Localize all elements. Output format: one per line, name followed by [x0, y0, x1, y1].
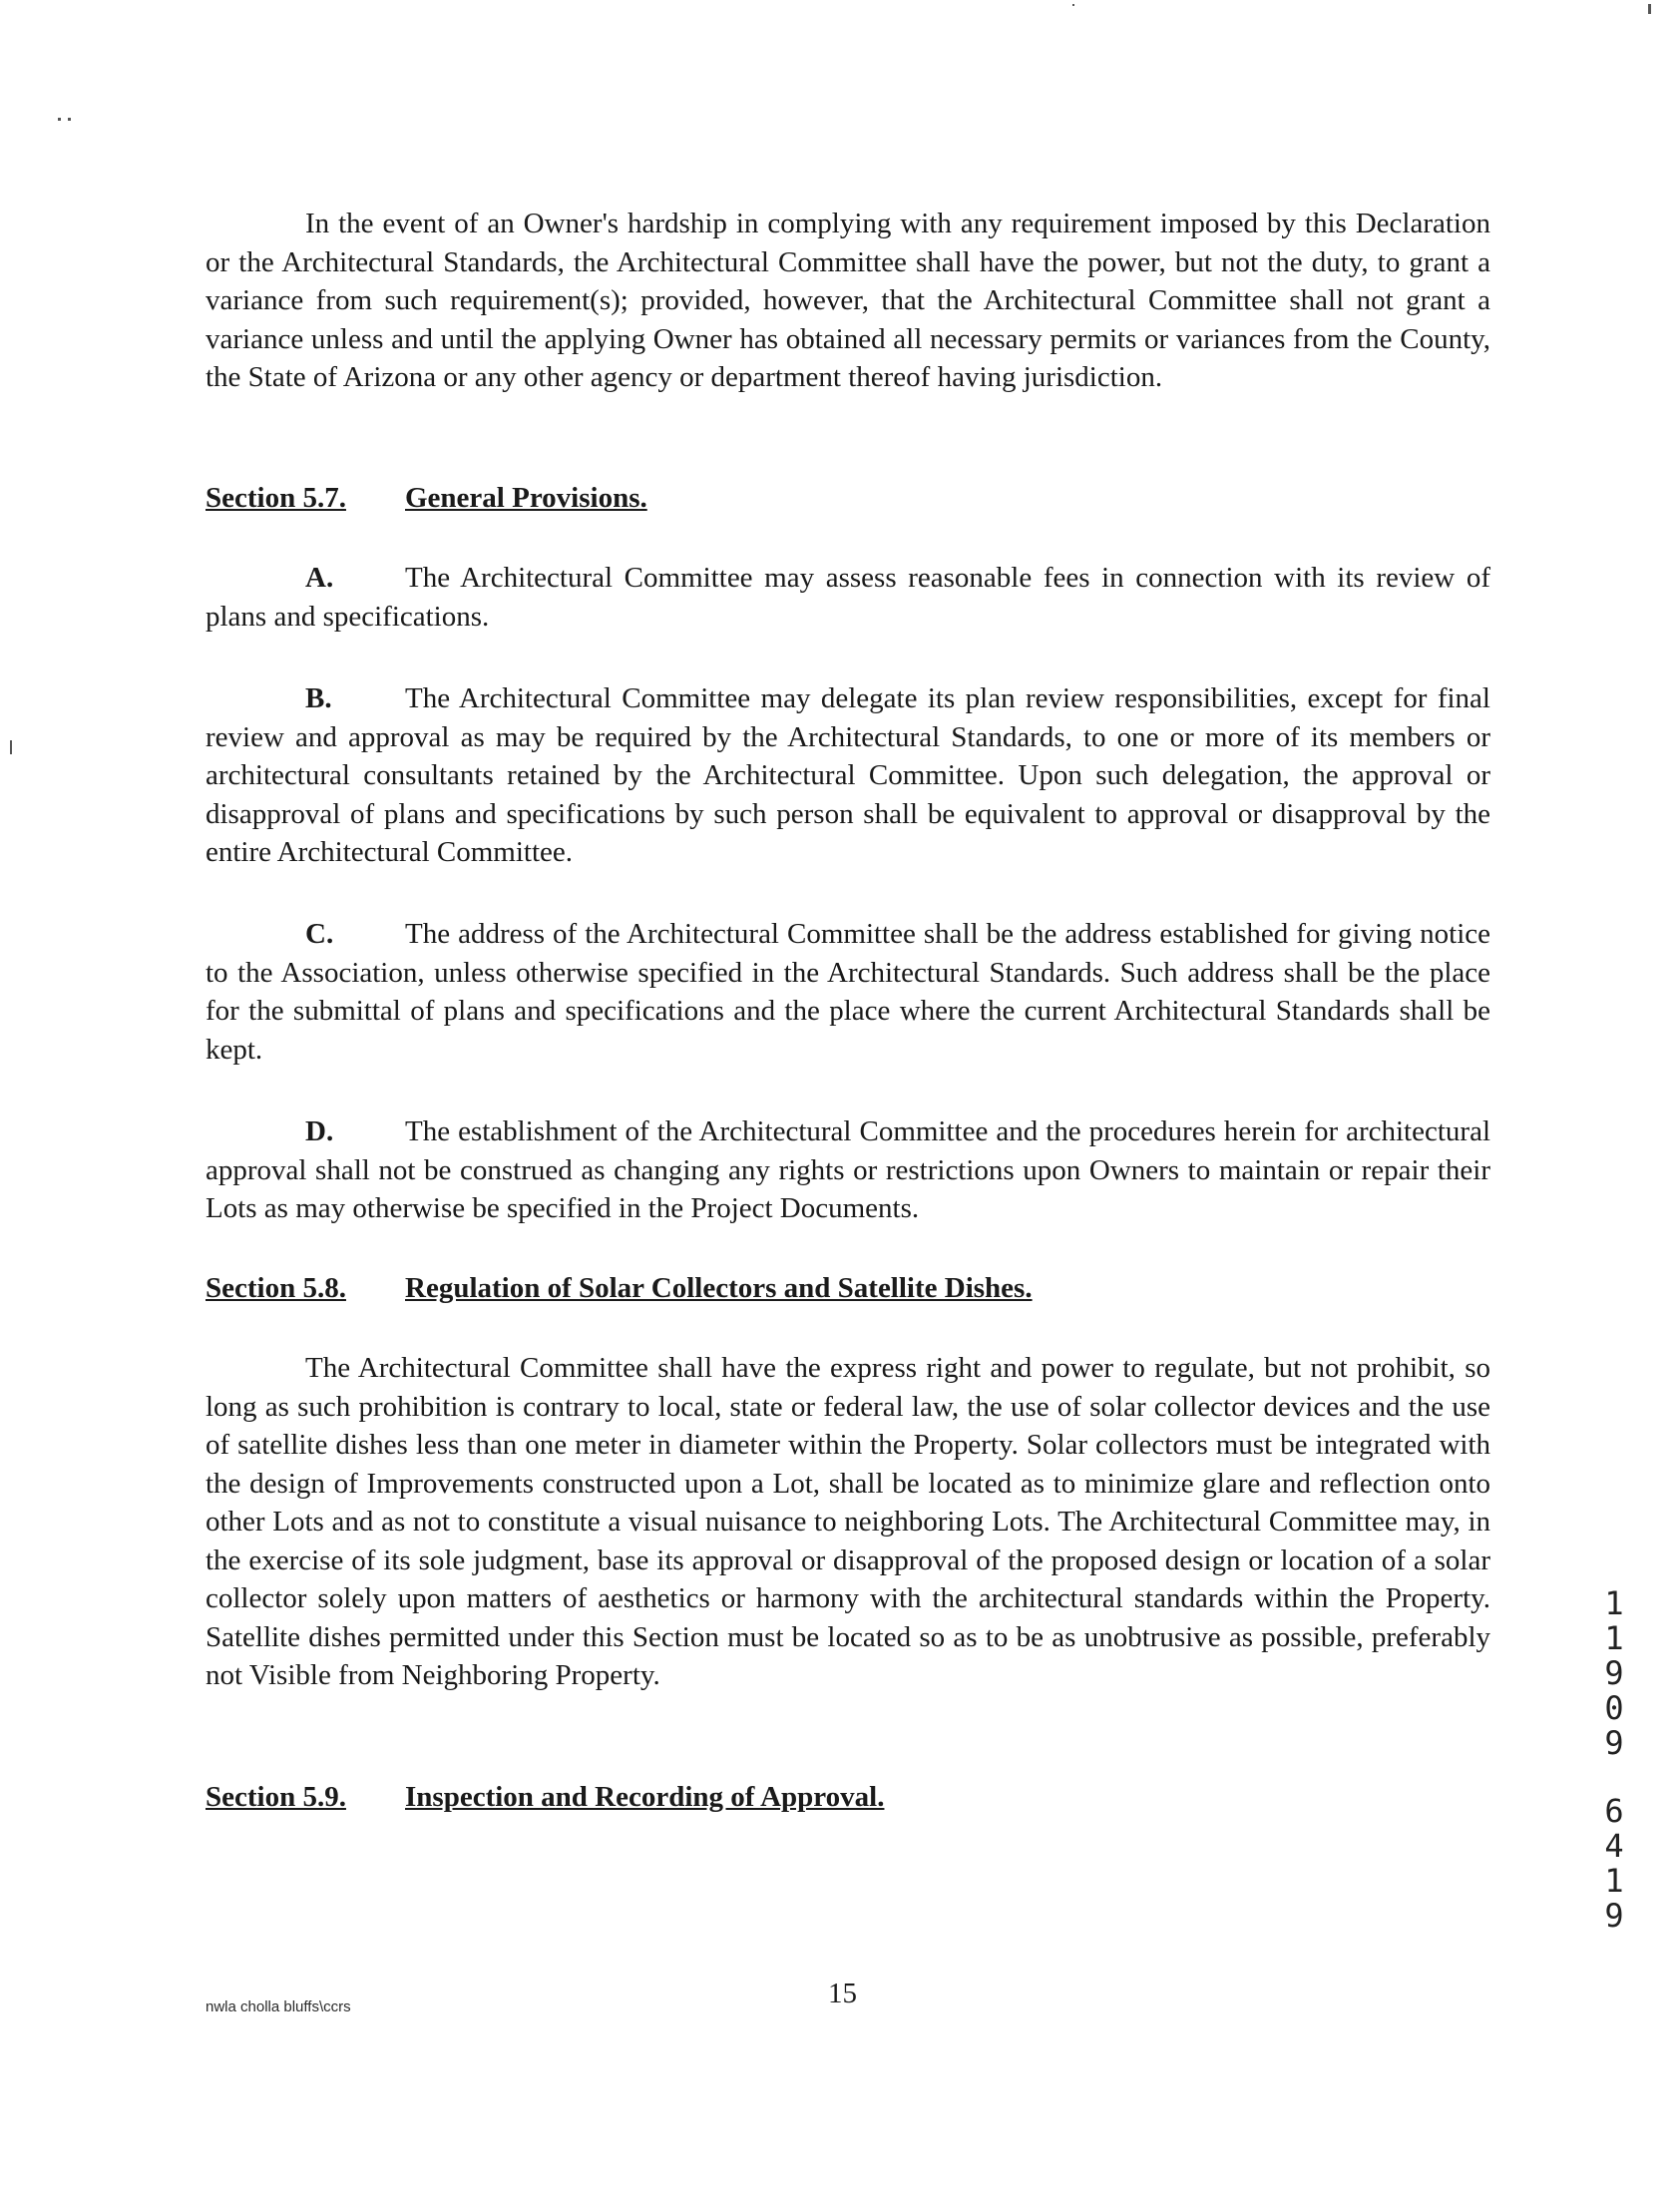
footer-file-path: nwla cholla bluffs\ccrs	[206, 1998, 351, 2015]
scan-speck	[1072, 4, 1074, 6]
section-title: General Provisions.	[405, 482, 647, 514]
section-number: Section 5.9.	[206, 1781, 346, 1813]
section-number: Section 5.8.	[206, 1272, 346, 1304]
stamp-digit: 9	[1604, 1897, 1624, 1935]
stamp-digit: 0	[1604, 1689, 1624, 1727]
section-5-9-heading	[206, 1778, 884, 1816]
provision-a	[206, 559, 1490, 636]
scan-speck	[68, 118, 71, 121]
stamp-digit: 1	[1604, 1584, 1624, 1622]
scan-speck	[58, 118, 61, 121]
stamp-digit: 6	[1604, 1792, 1624, 1830]
item-letter: D.	[305, 1115, 334, 1147]
recording-number-stamp	[1594, 1586, 1634, 1761]
stamp-digit: 1	[1604, 1619, 1624, 1657]
recording-number-stamp-lower	[1594, 1794, 1634, 1934]
intro-paragraph: In the event of an Owner's hardship in complying with any requirement imposed by this Declaration or the Architectural Standards, the Architectural Committee shall have the power, but not the duty, to grant a variance from such requirement(s); provided, however, that the Architectural Committee shall not grant a variance unless and until the applying Owner has obtained all necessary permits or variances from the County, the State of Arizona or any other agency or department thereof having jurisdiction.	[206, 208, 1490, 393]
section-5-8-paragraph: The Architectural Committee shall have the express right and power to regulate, but not prohibit, so long as such prohibition is contrary to local, state or federal law, the use of solar collector devices and the use of satellite dishes less than one meter in diameter within the Property. Solar collectors must be integrated with the design of Improvements constructed upon a Lot, shall be located as to minimize glare and reflection onto other Lots and as not to constitute a visual nuisance to neighboring Lots. The Architectural Committee may, in the exercise of its sole judgment, base its approval or disapproval of the proposed design or location of a solar collector solely upon matters of aesthetics or harmony with the architectural standards within the Property. Satellite dishes permitted under this Section must be located so as to be as unobtrusive as possible, preferably not Visible from Neighboring Property.	[206, 1352, 1490, 1691]
section-5-7-heading	[206, 479, 647, 517]
stamp-digit: 9	[1604, 1654, 1624, 1692]
item-letter: C.	[305, 918, 334, 950]
item-text: The address of the Architectural Committee shall be the address established for giving notice to the Association, unless otherwise specified in the Architectural Standards. Such address shall be the place for the submittal of plans and specifications and the place where the current Architectural Standards shall be kept.	[206, 918, 1490, 1066]
item-text: The establishment of the Architectural Committee and the procedures herein for architectural approval shall not be construed as changing any rights or restrictions upon Owners to maintain or repair their Lots as may otherwise be specified in the Project Documents.	[206, 1115, 1490, 1224]
item-text: The Architectural Committee may delegate its plan review responsibilities, except for final review and approval as may be required by the Architectural Standards, to one or more of its members or architectural consultants retained by the Architectural Committee. Upon such delegation, the approval or disapproval of plans and specifications by such person shall be equivalent to approval or disapproval by the entire Architectural Committee.	[206, 682, 1490, 868]
item-letter: A.	[305, 562, 334, 594]
item-letter: B.	[305, 682, 332, 714]
stamp-digit: 4	[1604, 1827, 1624, 1865]
section-number: Section 5.7.	[206, 482, 346, 514]
provision-d	[206, 1112, 1490, 1228]
stamp-digit: 9	[1604, 1724, 1624, 1762]
page-number: 15	[828, 1978, 857, 2009]
stamp-digit: 1	[1604, 1862, 1624, 1900]
item-text: The Architectural Committee may assess reasonable fees in connection with its review of plans and specifications.	[206, 562, 1490, 633]
scan-speck	[10, 740, 12, 754]
provision-b	[206, 679, 1490, 872]
section-title: Regulation of Solar Collectors and Satellite Dishes.	[405, 1272, 1033, 1304]
section-5-8-heading	[206, 1269, 1033, 1307]
section-title: Inspection and Recording of Approval.	[405, 1781, 885, 1813]
provision-c	[206, 915, 1490, 1069]
scan-speck	[1648, 4, 1651, 14]
